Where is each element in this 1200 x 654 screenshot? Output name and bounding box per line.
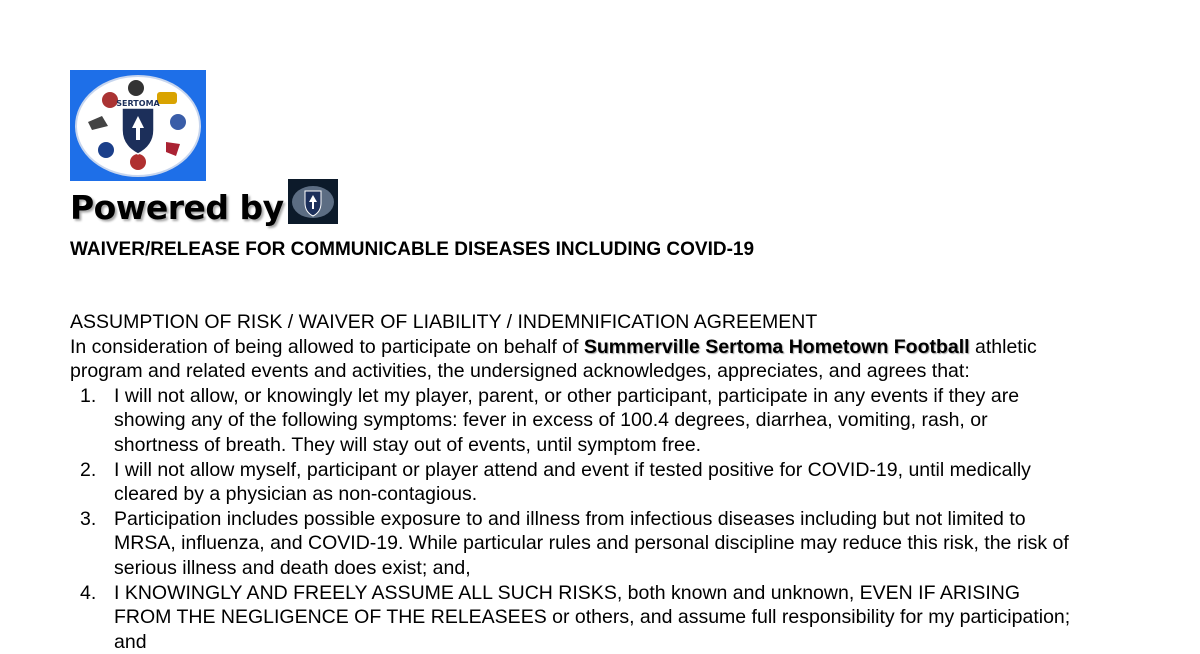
list-item: 4. I KNOWINGLY AND FREELY ASSUME ALL SUCH RISKS, both known and unknown, EVEN IF ARISING FROM THE NEGLIGENCE OF THE RELEASEES or others, and assume full responsibility for my participation; and <box>80 581 1071 653</box>
team-emblem-icon <box>130 154 146 170</box>
team-emblem-icon <box>170 114 186 130</box>
item-number: 4. <box>80 581 97 604</box>
list-item: 1. I will not allow, or knowingly let my player, parent, or other participant, participate in any events if they are showing any of the following symptoms: fever in excess of 100.4 degrees, diarrhea, vomiting, rash, or shortness of breath. They will stay out of events, until symptom free. <box>80 384 1020 456</box>
agreement-list <box>70 384 1150 654</box>
organization-name: Summerville Sertoma Hometown Football <box>583 335 970 358</box>
sertoma-mini-logo <box>288 179 338 224</box>
list-item: 3. Participation includes possible exposure to and illness from infectious diseases including but not limited to MRSA, influenza, and COVID-19. While particular rules and personal discipline may reduce this risk, the risk of serious illness and death does exist; and, <box>80 507 1069 579</box>
league-logo <box>70 70 206 181</box>
agreement-body <box>70 310 1150 654</box>
team-emblem-icon <box>157 92 177 104</box>
agreement-intro: In consideration of being allowed to participate on behalf of Summerville Sertoma Hometown Football athletic program and related events and activities, the undersigned acknowledges, appreciates, and agrees that: <box>70 335 1037 383</box>
list-item: 2. I will not allow myself, participant or player attend and event if tested positive for COVID-19, until medically cleared by a physician as non-contagious. <box>80 458 1031 506</box>
team-emblem-icon <box>98 142 114 158</box>
item-number: 3. <box>80 507 97 530</box>
team-emblem-icon <box>128 80 144 96</box>
svg-text:SERTOMA: SERTOMA <box>116 99 160 108</box>
document-title: WAIVER/RELEASE FOR COMMUNICABLE DISEASES INCLUDING COVID-19 <box>70 239 755 260</box>
item-number: 2. <box>80 458 97 481</box>
powered-by-text: Powered by <box>70 188 284 227</box>
item-number: 1. <box>80 384 97 407</box>
powered-by <box>70 188 338 228</box>
agreement-heading: ASSUMPTION OF RISK / WAIVER OF LIABILITY / INDEMNIFICATION AGREEMENT <box>70 311 818 333</box>
